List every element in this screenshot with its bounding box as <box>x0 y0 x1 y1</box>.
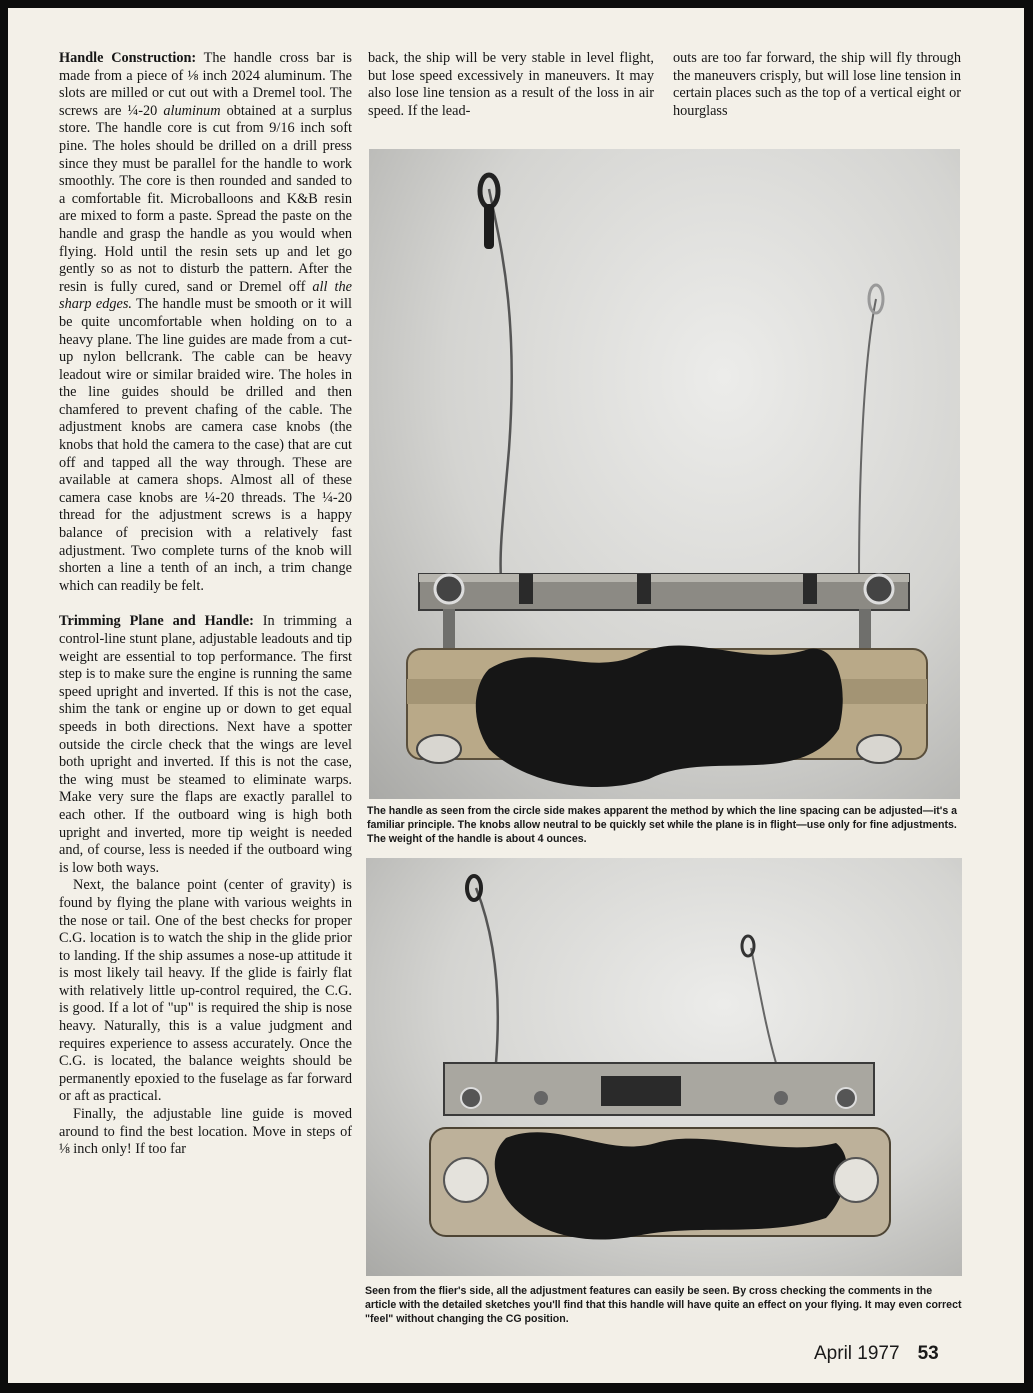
text-column-middle <box>368 50 654 120</box>
body-text: In trimming a control-line stunt plane, adjustable leadouts and tip weight are essential to top performance. The first step is to make sure the engine is running the same speed upright and inverted. If this is not the case, shim the tank or engine up or down to get equal speeds in both directions. Next have a spotter outside the circle check that the wings are level both upright and inverted. If this is not the case, the wing must be steamed to eliminate warps. Make very sure the flaps are exactly parallel to each other. If the outboard wing is high both upright and inverted, more tip weight is needed and, of course, less is needed if the outboard wing is low both ways. <box>59 613 352 876</box>
body-text: back, the ship will be very stable in level flight, but lose speed excessively in maneuvers. It may also lose line tension as a result of the loss in air speed. If the lead- <box>368 50 654 119</box>
body-text: The handle must be smooth or it will be quite uncomfortable when holding on to a heavy plane. The line guides are made from a cut-up nylon bellcrank. The cable can be heavy leadout wire or similar braided wire. The holes in the line guides should be drilled and then chamfered to prevent chafing of the cable. The adjustment knobs are camera case knobs (the knobs that hold the camera to the case) that are cut off and tapped all the way through. These are available at camera shops. Almost all of these camera case knobs are ¼-20 threads. The ¼-20 thread for the adjustment screws is a happy balance of precision with a relatively fast adjustment. Two complete turns of the knob will shorten a line a tenth of an inch, a trim change which can readily be felt. <box>59 296 352 594</box>
photo-caption-circle-side: The handle as seen from the circle side makes apparent the method by which the line spacing can be adjusted—it's a familiar principle. The knobs allow neutral to be quickly set while the plane is in flight—use only for fine adjustments. The weight of the handle is about 4 ounces. <box>367 805 958 845</box>
handle-photo-circle-side <box>369 149 960 799</box>
paragraph-handle-construction <box>59 50 352 595</box>
body-text: outs are too far forward, the ship will fly through the maneuvers crisply, but will lose line tension in certain places such as the top of a vertical eight or hourglass <box>673 50 961 119</box>
handle-photo-flier-side <box>366 858 962 1276</box>
page-number: 53 <box>917 1343 939 1364</box>
section-heading-trimming: Trimming Plane and Handle: <box>59 613 254 630</box>
paragraph-balance-point: Next, the balance point (center of gravity) is found by flying the plane with various weights in the nose or tail. One of the best checks for proper C.G. location is to watch the ship in the glide prior to landing. If the ship assumes a nose-up attitude it is most likely tail heavy. If the glide is fairly flat with relatively little up-control required, the C.G. is good. If a lot of "up" is required the ship is nose heavy. Naturally, this is a value judgment and requires experience to assess accurately. Once the C.G. is located, the balance weights should be permanently epoxied to the fuselage as far forward or aft as practical. <box>59 877 352 1105</box>
paragraph-line-guide: Finally, the adjustable line guide is moved around to find the best location. Move in steps of ⅛ inch only! If too far <box>59 1106 352 1158</box>
magazine-page <box>8 8 1024 1383</box>
emphasis-text: all the sharp edges. <box>59 278 352 313</box>
page-footer <box>814 1343 939 1365</box>
body-text: The handle cross bar is made from a piece of ⅛ inch 2024 aluminum. The slots are milled or cut out with a Dremel tool. The screws are ¼-20 <box>59 50 352 119</box>
paragraph-trimming <box>59 613 352 877</box>
text-column-right <box>673 50 961 120</box>
section-heading-handle-construction: Handle Construction: <box>59 50 197 66</box>
issue-date: April 1977 <box>814 1343 900 1364</box>
text-column-left <box>59 50 352 1159</box>
photo-caption-flier-side: Seen from the flier's side, all the adjustment features can easily be seen. By cross checking the comments in the article with the detailed sketches you'll find that this handle will have quite an effect on your flying. It may even correct "feel" without changing the CG position. <box>365 1285 962 1325</box>
body-text: obtained at a surplus store. The handle core is cut from 9/16 inch soft pine. The holes should be drilled on a drill press since they must be parallel for the handle to work smoothly. The core is then rounded and sanded to a comfortable fit. Microballoons and K&B resin are mixed to form a paste. Spread the paste on the handle and grasp the handle as you would when flying. Hold until the resin sets up and let go gently so as not to disturb the pattern. After the resin is fully cured, sand or Dremel off <box>59 102 353 295</box>
emphasis-text: aluminum <box>163 102 221 119</box>
